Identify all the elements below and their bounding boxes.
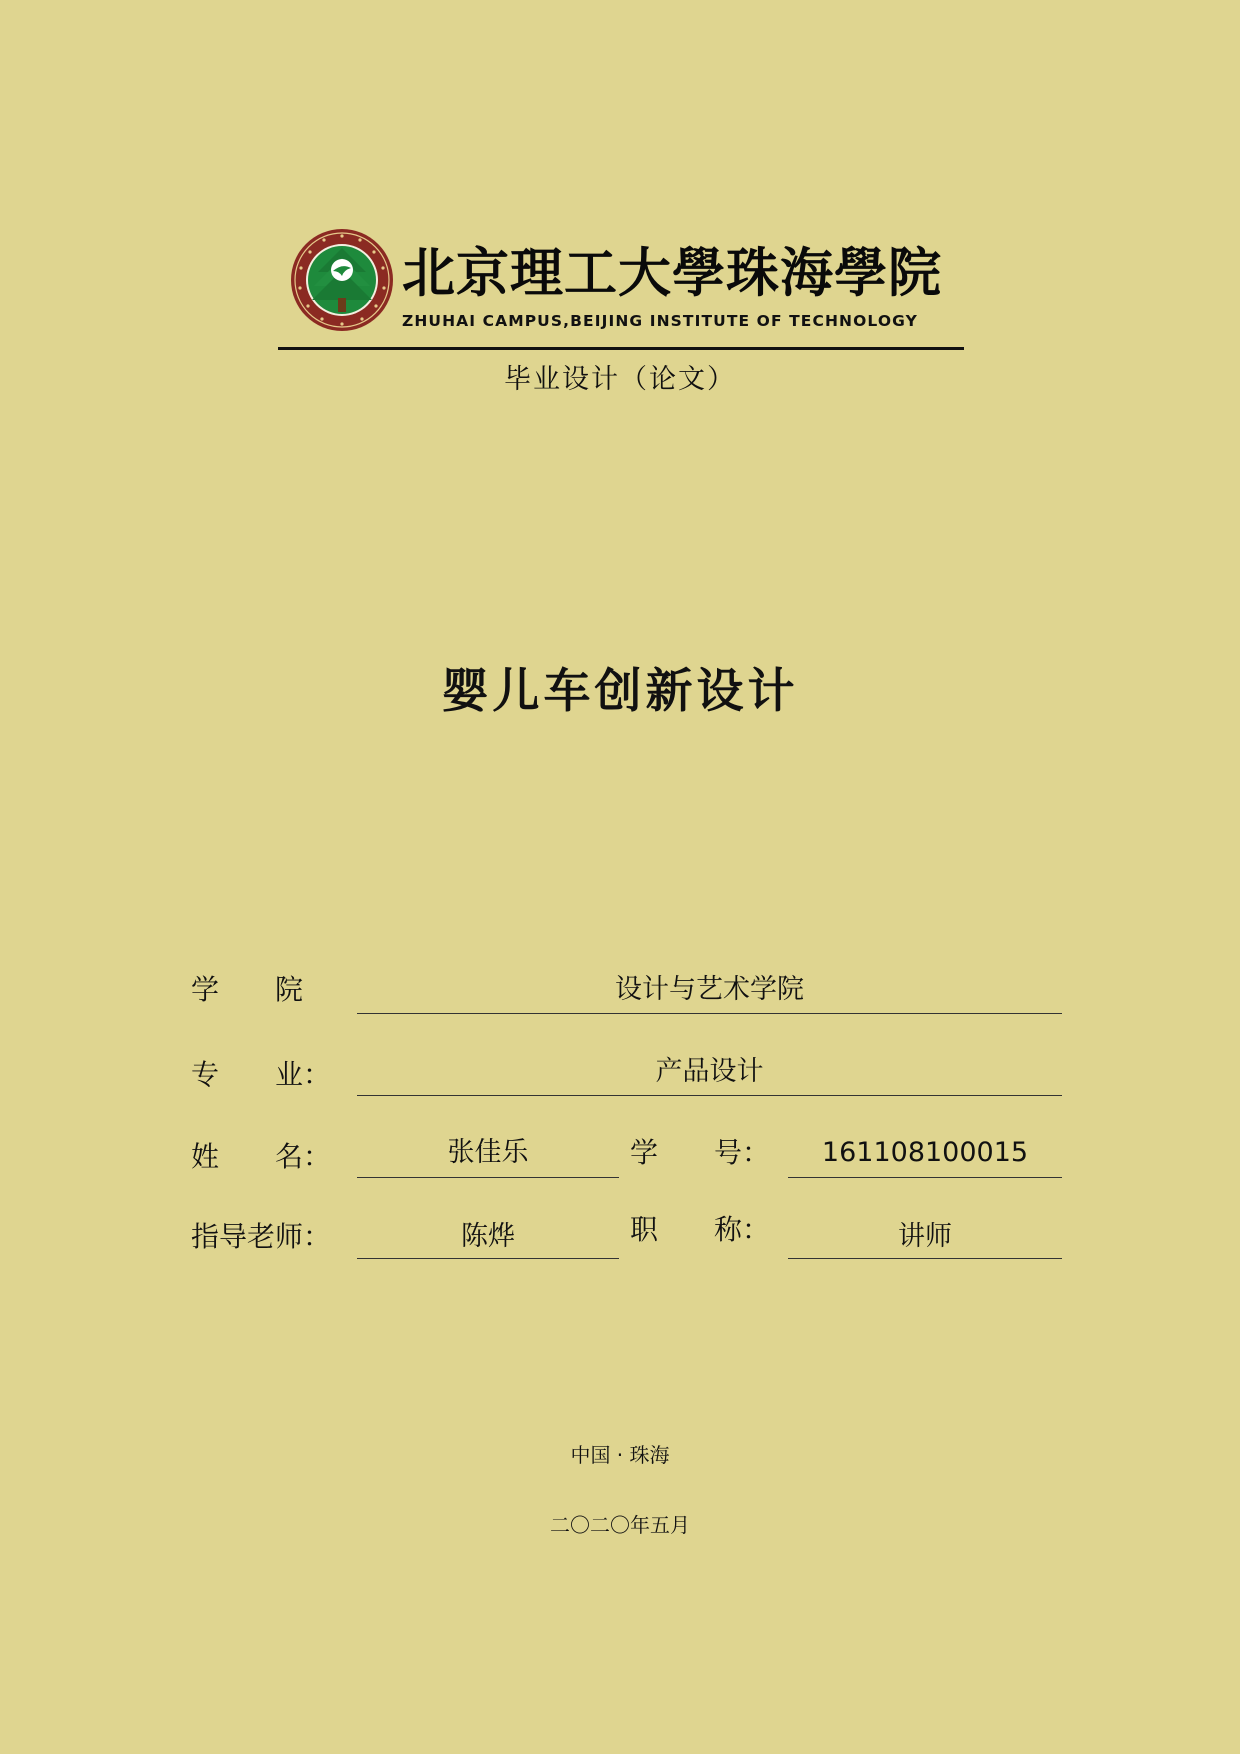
date: 二〇二〇年五月 (550, 1513, 690, 1537)
header-divider (278, 347, 964, 350)
college-underline (357, 1013, 1062, 1014)
name-underline (357, 1177, 619, 1178)
student-id-value: 161108100015 (821, 1137, 1029, 1168)
thesis-type: 毕业设计（论文） (504, 364, 736, 395)
advisor-value: 陈烨 (461, 1221, 515, 1252)
name-label: 姓 名： (191, 1140, 332, 1173)
rank-underline (788, 1258, 1062, 1259)
college-label: 学 院 (191, 973, 304, 1006)
advisor-underline (357, 1258, 619, 1259)
advisor-label: 指导老师： (191, 1220, 332, 1253)
name-value: 张佳乐 (447, 1137, 529, 1168)
rank-value: 讲师 (898, 1221, 952, 1252)
thesis-title: 婴儿车创新设计 (441, 664, 799, 719)
major-value: 产品设计 (655, 1056, 764, 1087)
school-name-cn: 北京理工大學珠海學院 (402, 242, 942, 304)
school-name-en: ZHUHAI CAMPUS,BEIJING INSTITUTE OF TECHNOLOGY (402, 312, 918, 330)
major-underline (357, 1095, 1062, 1096)
college-value: 设计与艺术学院 (615, 974, 804, 1005)
major-label: 专 业： (191, 1058, 332, 1091)
rank-label: 职 称： (630, 1213, 771, 1246)
student-id-underline (788, 1177, 1062, 1178)
university-emblem-icon (290, 228, 394, 332)
student-id-label: 学 号： (630, 1136, 771, 1169)
place: 中国 · 珠海 (570, 1443, 670, 1467)
